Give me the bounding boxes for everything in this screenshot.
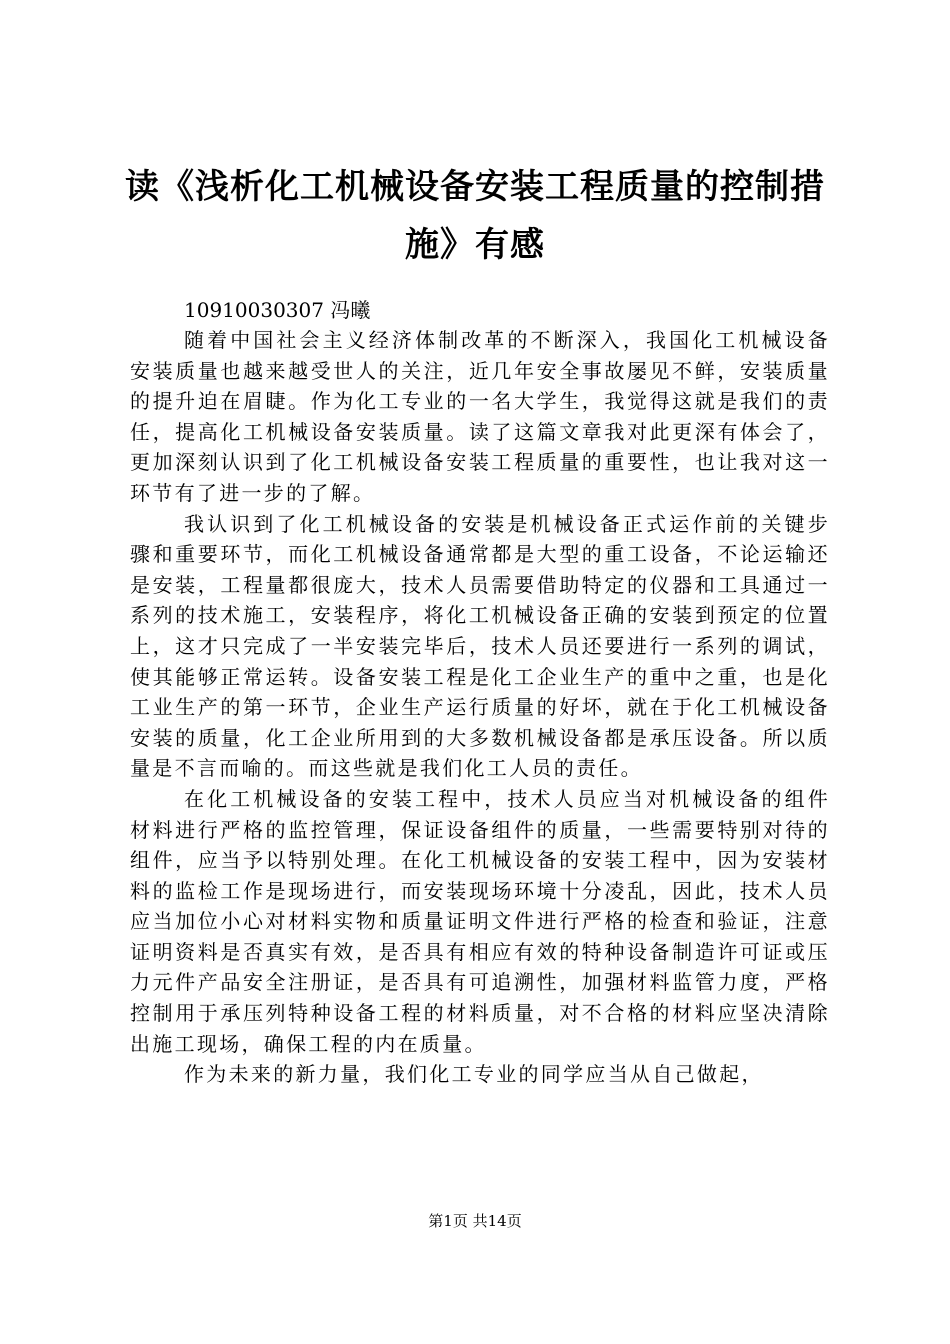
paragraph-1: 随着中国社会主义经济体制改革的不断深入，我国化工机械设备安装质量也越来越受世人的关注，近几年安全事故屡见不鲜，安装质量的提升迫在眉睫。作为化工专业的一名大学生，我觉得这就是我们的责任，提高化工机械设备安装质量。读了这篇文章我对此更深有体会了，更加深刻认识到了化工机械设备安装工程质量的重要性，也让我对这一环节有了进一步的了解。 [130, 328, 830, 505]
page-number-footer: 第1页 共14页 [428, 1212, 522, 1230]
paragraph-2: 我认识到了化工机械设备的安装是机械设备正式运作前的关键步骤和重要环节，而化工机械设备通常都是大型的重工设备，不论运输还是安装，工程量都很庞大，技术人员需要借助特定的仪器和工具通过一系列的技术施工，安装程序，将化工机械设备正确的安装到预定的位置上，这才只完成了一半安装完毕后，技术人员还要进行一系列的调试，使其能够正常运转。设备安装工程是化工企业生产的重中之重，也是化工业生产的第一环节，企业生产运行质量的好坏，就在于化工机械设备安装的质量，化工企业所用到的大多数机械设备都是承压设备。所以质量是不言而喻的。而这些就是我们化工人员的责任。 [130, 511, 830, 781]
document-title: 读《浅析化工机械设备安装工程质量的控制措施》有感 [125, 167, 825, 265]
paragraph-3: 在化工机械设备的安装工程中，技术人员应当对机械设备的组件材料进行严格的监控管理，保证设备组件的质量，一些需要特别对待的组件，应当予以特别处理。在化工机械设备的安装工程中，因为安装材料的监检工作是现场进行，而安装现场环境十分凌乱，因此，技术人员应当加位小心对材料实物和质量证明文件进行严格的检查和验证，注意证明资料是否真实有效，是否具有相应有效的特种设备制造许可证或压力元件产品安全注册证，是否具有可追溯性，加强材料监管力度，严格控制用于承压列特种设备工程的材料质量，对不合格的材料应坚决清除出施工现场，确保工程的内在质量。 [130, 786, 830, 1056]
document-body [130, 295, 830, 1090]
author-line: 10910030307 冯曦 [184, 298, 371, 322]
paragraph-4: 作为未来的新力量，我们化工专业的同学应当从自己做起， [184, 1062, 764, 1087]
